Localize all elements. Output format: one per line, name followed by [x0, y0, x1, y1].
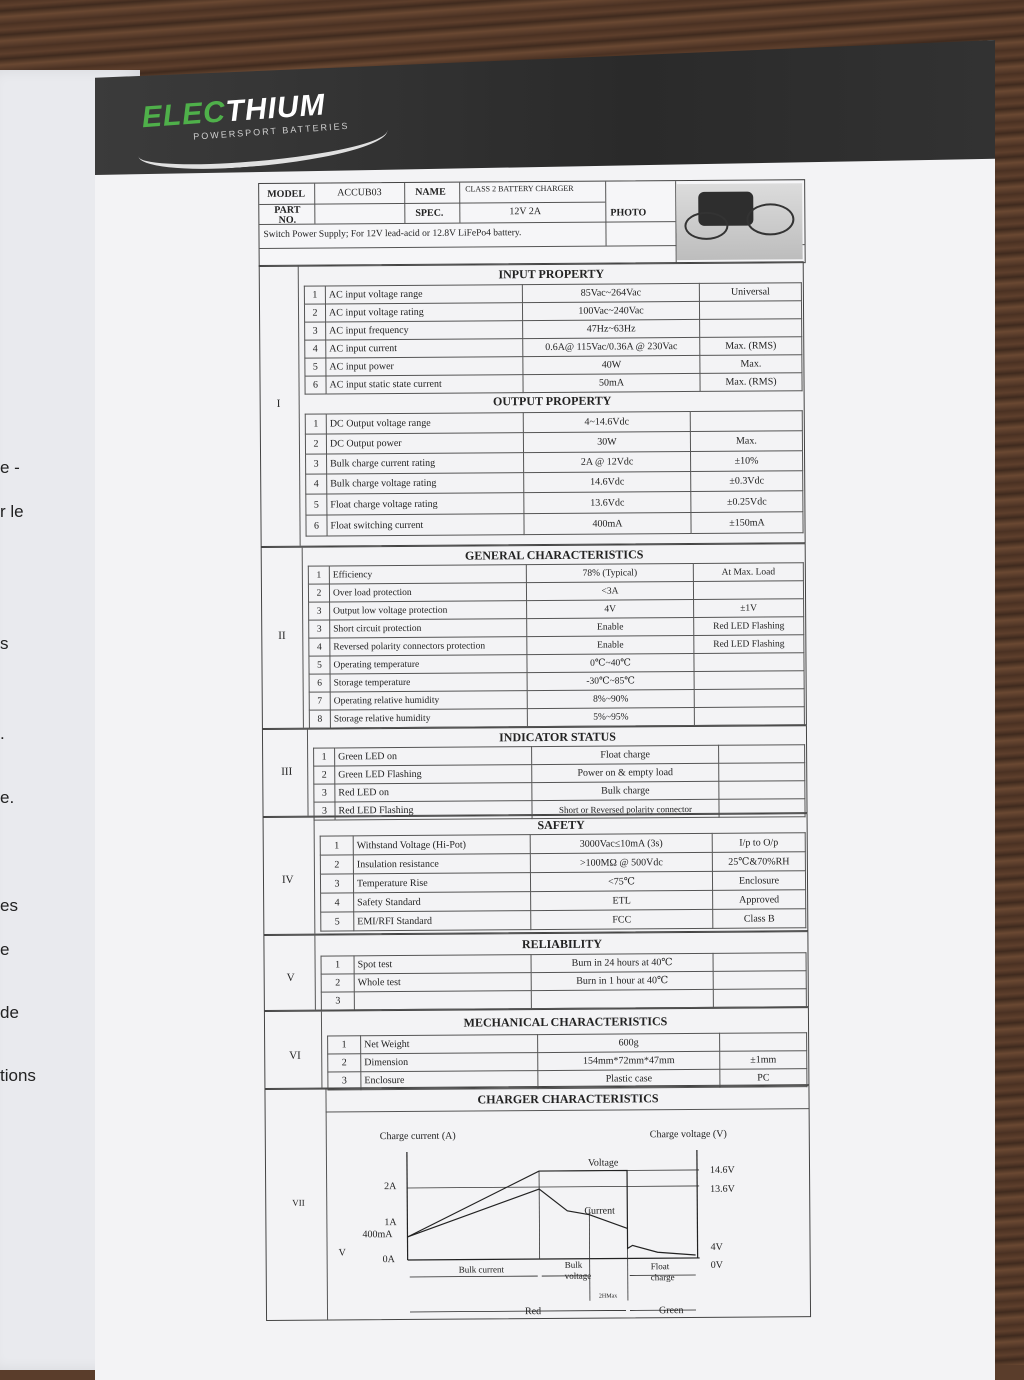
param: Whole test	[354, 973, 531, 992]
value: 50mA	[523, 373, 700, 392]
value: 4V	[527, 599, 694, 618]
section-title: RELIABILITY	[315, 935, 808, 953]
param: Withstand Voltage (Hi-Pot)	[353, 835, 530, 855]
value: 0.6A@ 115Vac/0.36A @ 230Vac	[523, 337, 700, 356]
value: 30W	[523, 431, 690, 452]
left-tick: 2A	[384, 1181, 396, 1192]
row-num: 2	[308, 584, 329, 602]
row-num: 2	[321, 974, 354, 992]
param: Enclosure	[361, 1071, 538, 1090]
value: 154mm*72mm*47mm	[538, 1051, 720, 1070]
spec-sheet	[258, 161, 811, 1320]
spec-value: 12V 2A	[509, 206, 541, 217]
section-v	[263, 931, 809, 1011]
note: Max.	[690, 431, 802, 452]
current-label: Current	[584, 1206, 615, 1217]
left-fragment: e -	[0, 458, 20, 478]
note: I/p to O/p	[712, 833, 805, 853]
input-property-table	[304, 282, 803, 394]
row-num: 4	[306, 474, 327, 494]
param: DC Output voltage range	[326, 413, 523, 434]
note: Max. (RMS)	[700, 337, 802, 356]
roman-numeral: III	[281, 766, 292, 778]
param: Short circuit protection	[330, 619, 527, 638]
phase-label: Bulk current	[459, 1264, 504, 1274]
note: PC	[720, 1069, 807, 1088]
value: 14.6Vdc	[524, 471, 691, 492]
param: AC input static state current	[326, 375, 523, 394]
note: Red LED Flashing	[694, 635, 804, 654]
param: Operating temperature	[330, 655, 527, 674]
note: Class B	[713, 909, 806, 929]
table-row	[305, 373, 802, 394]
row-num: 3	[320, 874, 353, 893]
row-num: 4	[321, 893, 354, 912]
phase-label: Bulk voltage	[565, 1260, 605, 1282]
roman-numeral: I	[277, 398, 281, 410]
row-num: 1	[328, 1036, 361, 1054]
param: Over load protection	[329, 583, 526, 602]
param: Red LED on	[335, 783, 532, 802]
param: Bulk charge voltage rating	[327, 473, 524, 494]
note	[719, 781, 805, 800]
left-tick: 0A	[383, 1254, 395, 1265]
left-fragment: s	[0, 634, 9, 654]
value: 4~14.6Vdc	[523, 411, 690, 432]
param: Net Weight	[361, 1035, 538, 1054]
row-num: 4	[305, 340, 326, 358]
value: Burn in 24 hours at 40℃	[531, 953, 713, 972]
section-title: MECHANICAL CHARACTERISTICS	[322, 1013, 809, 1031]
param: AC input voltage rating	[325, 303, 522, 322]
row-num: 1	[308, 566, 329, 584]
right-tick: 13.6V	[710, 1184, 735, 1195]
section-ii	[261, 543, 807, 729]
note	[713, 953, 806, 972]
logo-sub: POWERSPORT BATTERIES	[193, 121, 350, 142]
note	[699, 301, 801, 320]
param: Storage relative humidity	[330, 709, 527, 728]
note	[719, 745, 805, 764]
param: Operating relative humidity	[330, 691, 527, 710]
right-axis	[697, 1150, 698, 1258]
output-property-table	[305, 410, 804, 536]
value: ETL	[531, 890, 713, 910]
row-num: 3	[321, 992, 354, 1010]
chart-title: CHARGER CHARACTERISTICS	[326, 1090, 809, 1108]
section-iv	[263, 813, 809, 935]
value: Burn in 1 hour at 40℃	[531, 971, 713, 990]
row-num: 5	[321, 912, 354, 931]
general-characteristics-table	[308, 562, 805, 728]
row-num: 1	[321, 956, 354, 974]
note: Approved	[713, 890, 806, 910]
voltage-label: Voltage	[588, 1158, 618, 1169]
table-row	[306, 512, 803, 536]
bulk-current-arrow	[410, 1276, 538, 1277]
row-num: 3	[309, 602, 330, 620]
red-led-label: Red	[525, 1306, 541, 1317]
row-num: 1	[320, 836, 353, 855]
note: At Max. Load	[693, 563, 803, 582]
value: 100Vac~240Vac	[522, 301, 699, 320]
left-axis-label: Charge current (A)	[380, 1131, 456, 1143]
right-tick: 0V	[711, 1260, 723, 1271]
note	[690, 411, 802, 432]
param: Red LED Flashing	[335, 801, 532, 820]
x-axis	[408, 1258, 700, 1260]
phase-label: 2HMax	[599, 1294, 617, 1300]
section-vii	[264, 1085, 811, 1321]
product-description: Switch Power Supply; For 12V lead-acid or 12.8V LiFePo4 battery.	[263, 228, 603, 240]
note: Universal	[699, 283, 801, 302]
row-num: 1	[305, 414, 326, 434]
header-block	[258, 179, 806, 267]
note: 25℃&70%RH	[712, 852, 805, 872]
left-axis	[407, 1152, 408, 1260]
param: AC input current	[326, 339, 523, 358]
value: >100MΩ @ 500Vdc	[530, 852, 712, 872]
part-label: PART NO.	[267, 206, 307, 226]
note	[713, 989, 806, 1008]
value: 400mA	[524, 512, 691, 534]
section-vi	[264, 1007, 810, 1089]
indicator-status-table	[313, 744, 805, 820]
value: Float charge	[532, 745, 719, 764]
value: 47Hz~63Hz	[523, 319, 700, 338]
param: AC input frequency	[326, 321, 523, 340]
left-v-label: V	[339, 1247, 346, 1258]
param: Storage temperature	[330, 673, 527, 692]
right-tick: 4V	[711, 1242, 723, 1253]
left-fragment: .	[0, 724, 5, 744]
row-num: 3	[328, 1072, 361, 1090]
note: ±10%	[691, 451, 803, 472]
row-num: 1	[314, 748, 335, 766]
section-iii	[262, 725, 808, 817]
note	[694, 689, 804, 708]
note	[694, 707, 804, 726]
note	[694, 671, 804, 690]
param: Efficiency	[329, 565, 526, 584]
param: Dimension	[361, 1053, 538, 1072]
row-num: 5	[305, 358, 326, 376]
ref-line-2a	[407, 1186, 699, 1188]
row-num: 5	[306, 494, 327, 515]
left-fragment: de	[0, 1003, 19, 1023]
value: 40W	[523, 355, 700, 374]
row-num: 3	[314, 784, 335, 802]
row-num: 2	[314, 766, 335, 784]
param: Float switching current	[327, 514, 524, 536]
left-fragment: tions	[0, 1066, 36, 1086]
param: EMI/RFI Standard	[354, 911, 531, 931]
model-value: ACCUB03	[337, 187, 382, 198]
value: Short or Reversed polarity connector	[532, 799, 719, 818]
param: Output low voltage protection	[330, 601, 527, 620]
right-tick: 14.6V	[710, 1165, 735, 1176]
reliability-table	[321, 952, 807, 1010]
left-fragment: e	[0, 940, 9, 960]
row-num: 1	[304, 286, 325, 304]
note: ±150mA	[691, 512, 803, 534]
value: Enable	[527, 617, 694, 636]
safety-table	[320, 832, 807, 931]
note: Max. (RMS)	[700, 373, 802, 392]
voltage-curve	[407, 1170, 696, 1257]
mechanical-table	[327, 1032, 807, 1090]
roman-numeral: IV	[282, 874, 294, 886]
param: AC input voltage range	[325, 285, 522, 304]
param: DC Output power	[326, 433, 523, 454]
value: 8%~90%	[527, 689, 694, 708]
name-value: CLASS 2 BATTERY CHARGER	[465, 184, 573, 194]
value: Enable	[527, 635, 694, 654]
note: Red LED Flashing	[694, 617, 804, 636]
value: 0℃~40℃	[527, 653, 694, 672]
param: AC input power	[326, 357, 523, 376]
value: -30℃~85℃	[527, 671, 694, 690]
note	[720, 1033, 807, 1052]
param: Green LED on	[335, 747, 532, 766]
note	[713, 971, 806, 990]
roman-numeral: VII	[292, 1198, 305, 1208]
note	[700, 319, 802, 338]
section-title: INDICATOR STATUS	[308, 728, 807, 746]
value: FCC	[531, 909, 713, 929]
row-num: 4	[309, 638, 330, 656]
section-title: INPUT PROPERTY	[299, 265, 804, 284]
product-photo	[676, 183, 803, 260]
cable-icon	[746, 203, 794, 235]
note: ±1V	[694, 599, 804, 618]
row-num: 2	[304, 304, 325, 322]
row-num: 3	[306, 454, 327, 474]
value: Plastic case	[538, 1069, 720, 1088]
row-num: 3	[314, 802, 335, 820]
roman-numeral: II	[278, 630, 285, 642]
note	[694, 653, 804, 672]
table-row	[321, 909, 806, 931]
section-i	[259, 261, 806, 547]
value: 85Vac~264Vac	[522, 283, 699, 302]
note: ±0.25Vdc	[691, 491, 803, 513]
phase-divider	[539, 1171, 540, 1259]
value: Power on & empty load	[532, 763, 719, 782]
left-fragment: r le	[0, 502, 24, 522]
photo-label: PHOTO	[610, 207, 646, 218]
cable-icon	[684, 212, 728, 240]
row-num: 6	[306, 515, 327, 536]
param: Safety Standard	[354, 892, 531, 912]
row-num: 3	[309, 620, 330, 638]
param: Reversed polarity connectors protection	[330, 637, 527, 656]
row-num: 2	[305, 434, 326, 454]
phase-divider	[589, 1209, 590, 1301]
param: Float charge voltage rating	[327, 493, 524, 515]
note	[719, 763, 805, 782]
note: Enclosure	[712, 871, 805, 891]
roman-numeral: V	[287, 972, 295, 984]
value: 3000Vac≤10mA (3s)	[530, 833, 712, 853]
section-title: GENERAL CHARACTERISTICS	[303, 546, 806, 565]
note	[693, 581, 803, 600]
param: Temperature Rise	[353, 873, 530, 893]
value: <3A	[526, 581, 693, 600]
value: <75℃	[530, 871, 712, 891]
section-title: OUTPUT PROPERTY	[300, 392, 805, 411]
value: Bulk charge	[532, 781, 719, 800]
param: Green LED Flashing	[335, 765, 532, 784]
row-num: 2	[328, 1054, 361, 1072]
row-num: 8	[309, 710, 330, 728]
row-num: 6	[305, 376, 326, 394]
value	[531, 989, 713, 1008]
left-fragment: e.	[0, 788, 14, 808]
value: 5%~95%	[527, 707, 694, 726]
left-tick: 1A	[384, 1217, 396, 1228]
param: Insulation resistance	[353, 854, 530, 874]
green-led-label: Green	[659, 1305, 684, 1316]
param: Spot test	[354, 955, 531, 974]
logo-main: ELECTHIUM	[141, 87, 349, 135]
note: ±0.3Vdc	[691, 471, 803, 492]
model-label: MODEL	[267, 189, 305, 200]
value: 600g	[538, 1033, 720, 1052]
row-num: 7	[309, 692, 330, 710]
section-title: SAFETY	[315, 816, 808, 834]
note: Max.	[700, 355, 802, 374]
red-led-arrow	[410, 1310, 626, 1312]
row-num: 5	[309, 656, 330, 674]
param: Bulk charge current rating	[327, 453, 524, 474]
note: ±1mm	[720, 1051, 807, 1070]
phase-label: Float charge	[651, 1261, 691, 1283]
value: 13.6Vdc	[524, 491, 691, 513]
name-label: NAME	[415, 187, 446, 198]
row-num: 2	[320, 855, 353, 874]
row-num: 3	[305, 322, 326, 340]
left-tick: 400mA	[362, 1229, 392, 1240]
roman-numeral: VI	[289, 1050, 301, 1062]
right-axis-label: Charge voltage (V)	[650, 1129, 727, 1141]
value: 78% (Typical)	[526, 563, 693, 582]
param	[354, 991, 531, 1010]
spec-label: SPEC.	[415, 208, 443, 219]
left-fragment: es	[0, 896, 18, 916]
value: 2A @ 12Vdc	[524, 451, 691, 472]
row-num: 6	[309, 674, 330, 692]
